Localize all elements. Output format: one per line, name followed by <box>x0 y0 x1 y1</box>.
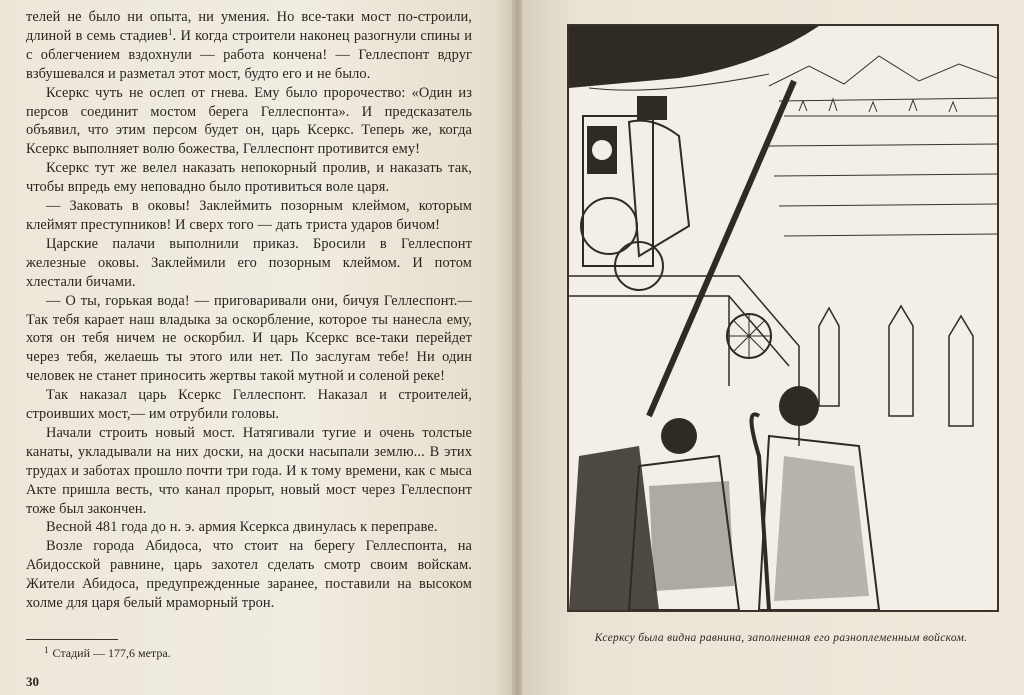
paragraph: Весной 481 года до н. э. армия Ксеркса двинулась к переправе. <box>46 519 438 536</box>
footnote-ref[interactable]: 1 <box>167 26 173 37</box>
page-number: 30 <box>26 674 39 689</box>
footnote-text: Стадий — 177,6 метра. <box>52 646 171 660</box>
paragraph: Так наказал царь Ксеркс Геллеспонт. Наказал и строителей, строивших мост,— им отрубили головы. <box>26 387 472 423</box>
paragraph: Царские палачи выполнили приказ. Бросили в Геллеспонт железные оковы. Заклеймили его позорным клеймом. И потом хлестали бичами. <box>26 235 472 290</box>
footnote <box>44 643 464 661</box>
illustration-caption: Ксерксу была видна равнина, заполненная его разноплеменным войском. <box>594 632 968 644</box>
illustration <box>567 24 999 612</box>
paragraph: Возле города Абидоса, что стоит на берегу Геллеспонта, на Абидосской равнине, царь захотел сделать смотр своим войскам. Жители Абидоса, предупрежденные заранее, поставили на высоком холме для царя белый мраморный трон. <box>26 538 472 612</box>
footnote-mark: 1 <box>44 645 49 655</box>
paragraph: — Заковать в оковы! Заклеймить позорным клеймом, которым клеймят преступников! И сверх того — дать триста ударов бичом! <box>26 198 472 233</box>
paragraph: Ксеркс тут же велел наказать непокорный пролив, и наказать так, чтобы впредь ему неповадно было противиться воле царя. <box>26 160 472 196</box>
illustration-artwork <box>569 26 997 610</box>
paragraph: Начали строить новый мост. Натягивали тугие и очень толстые канаты, укладывали на них доски, на доски насыпали землю... В этих трудах и заботах прошло почти три года. И к тому времени, как с мыса Акте пришла весть, что канал прорыт, новый мост через Геллеспонт тоже был закончен. <box>26 424 472 517</box>
footnote-divider <box>26 639 118 640</box>
paragraph: — О ты, горькая вода! — приговаривали они, бичуя Геллеспонт.— Так тебя карает наш владыка за оскорбление, которое ты нанесла ему, хотя он тебя ничем не оскорбил. И царь Ксеркс все-таки перейдет через тебя, желаешь ты этого или нет. По заслугам тебе! Ни один человек не станет приносить жертвы такой мутной и соленой реке! <box>26 292 472 385</box>
paragraph: Ксеркс чуть не ослеп от гнева. Ему было пророчество: «Один из персов соединит мостом берега Геллеспонта». И предсказатель объявил, что этим персом будет он, царь Ксеркс. Теперь же, когда Ксеркс выполняет волю божества, Геллеспонт противится ему! <box>26 84 472 158</box>
left-page-text <box>26 8 472 613</box>
paragraph-1: телей не было ни опыта, ни умения. Но все-таки мост по-строили, длиной в семь стадиев$^1$. И когда строители наконец разогнули спины и с облегчением вздохнули — работа кончена! — Геллеспонт вдруг взбушевался и разметал этот мост, будто его и не было. <box>26 9 472 82</box>
